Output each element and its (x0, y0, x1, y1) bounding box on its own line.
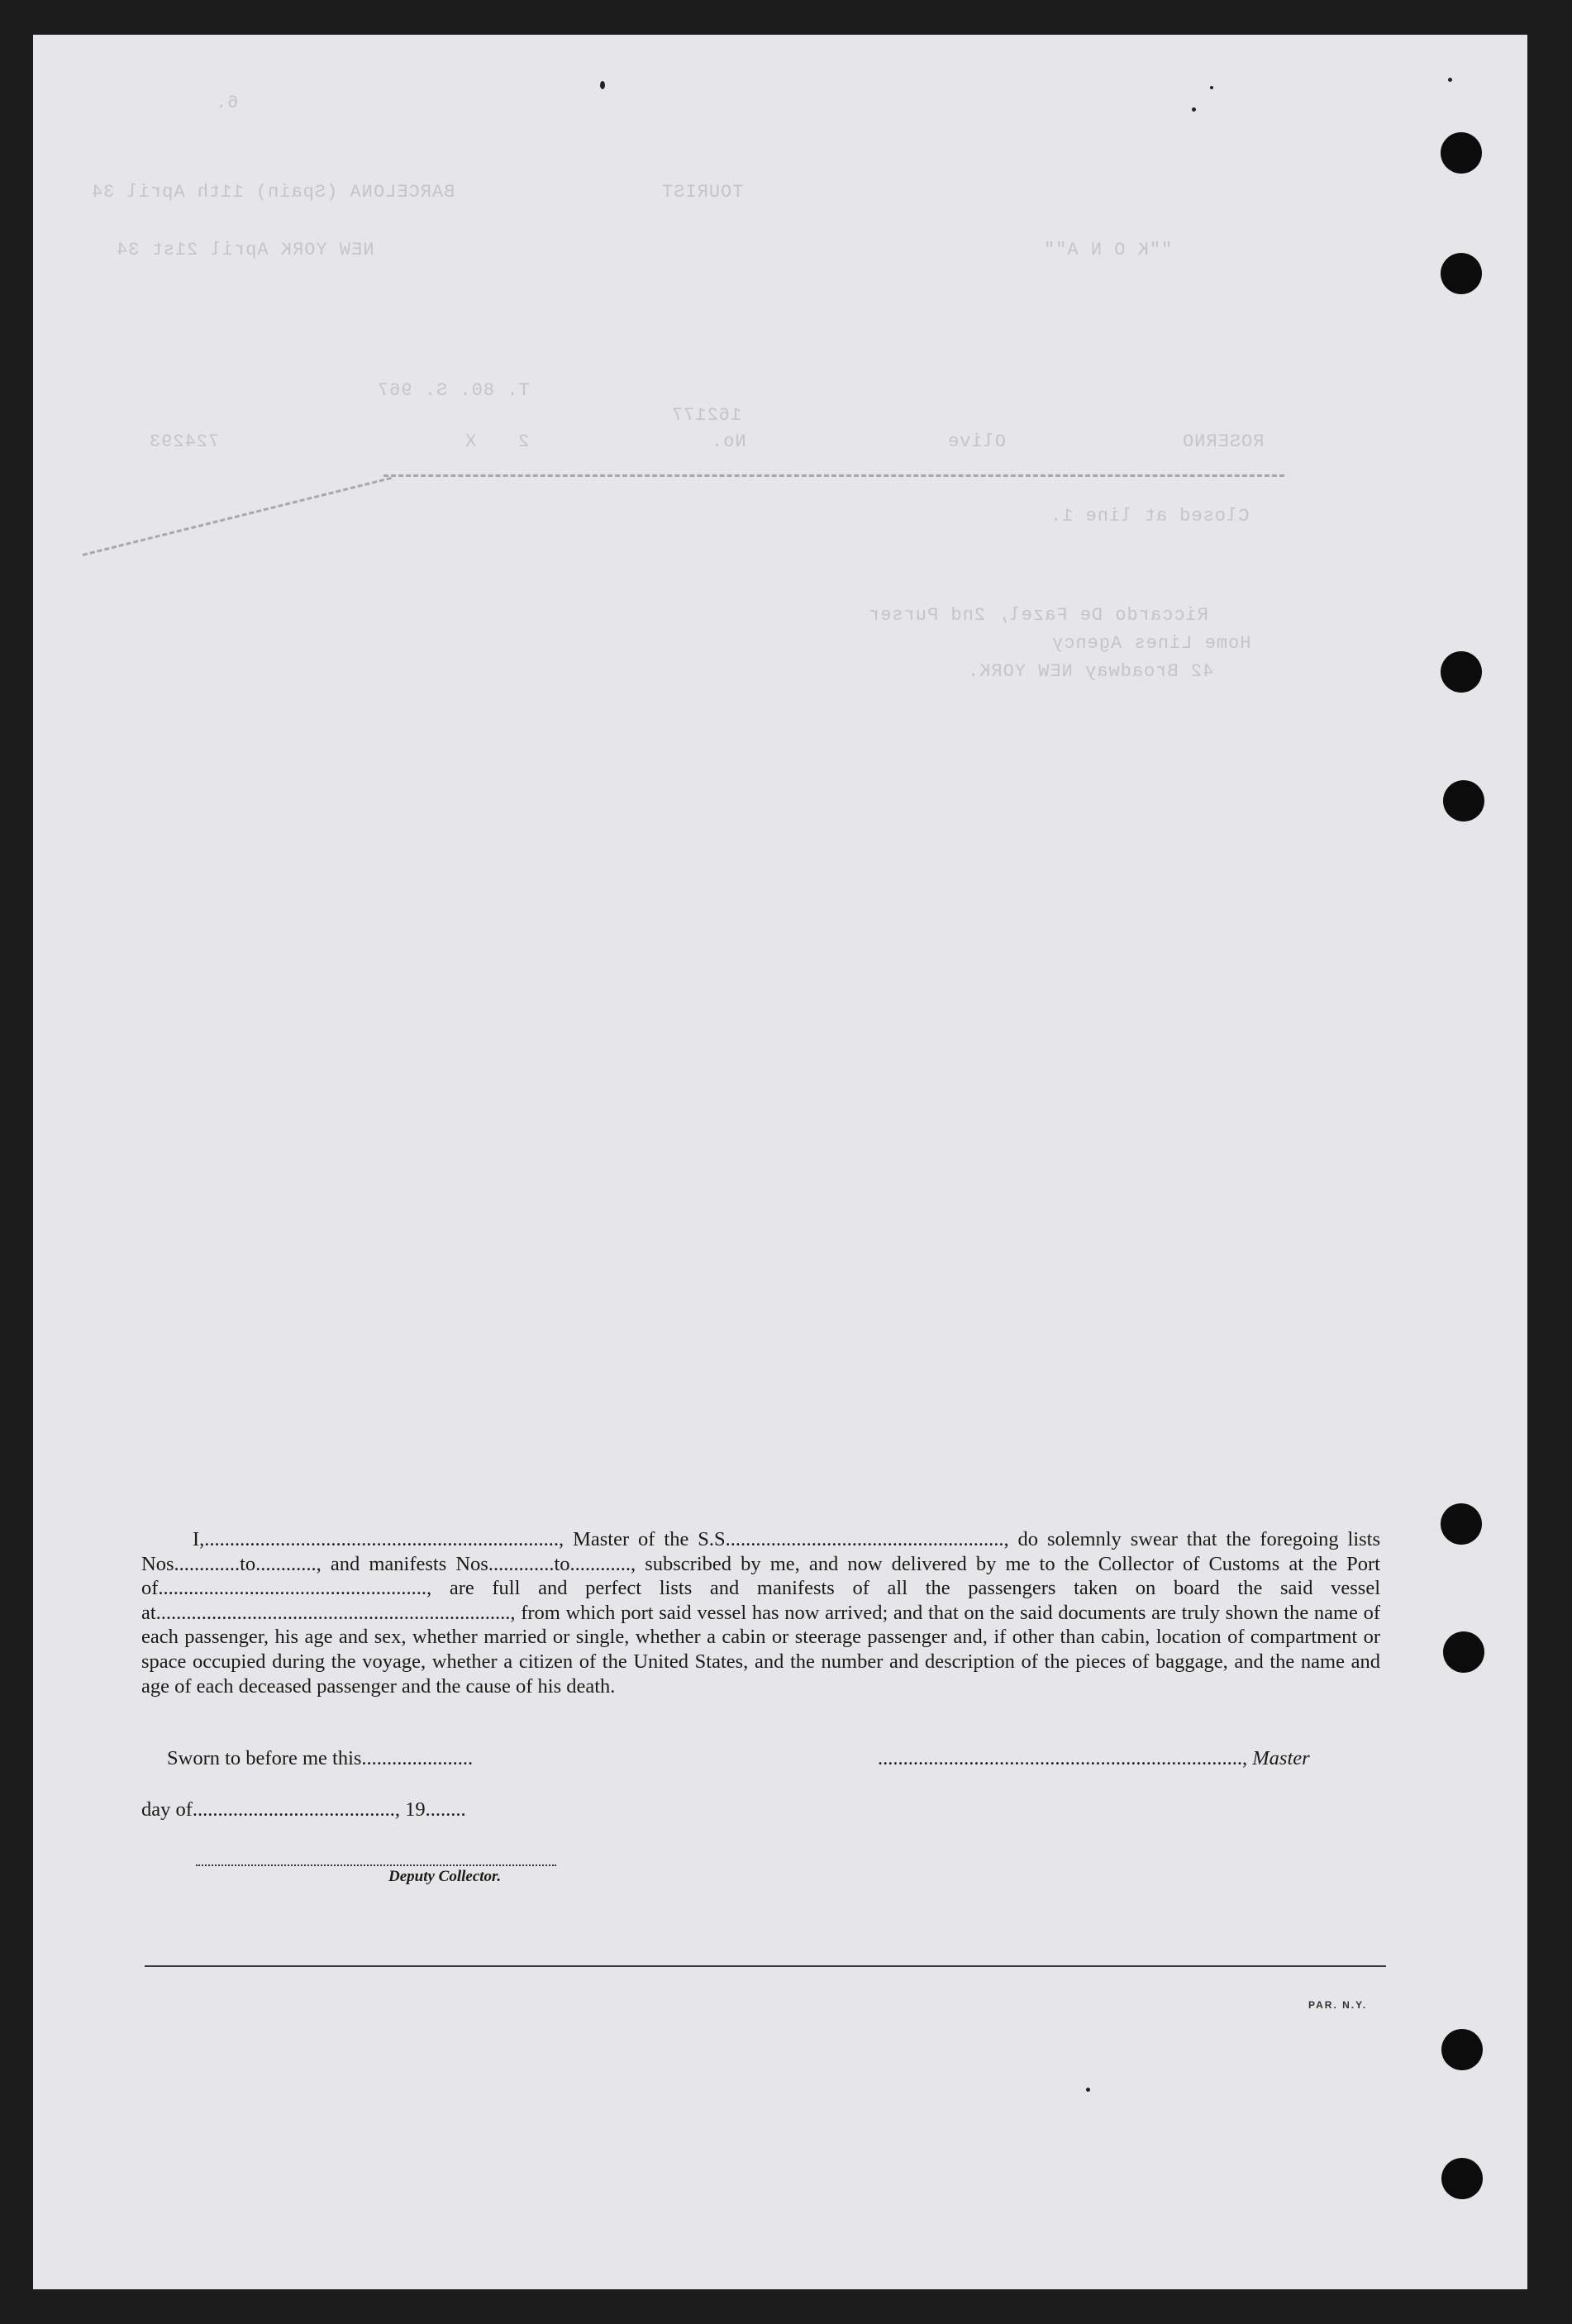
master-oath (141, 1527, 1380, 1698)
oath-paragraph: I,......................................................................, Master of the S.S......................................................., do solemnly swear that the foregoing lists Nos.............to............, and manifests Nos.............to............, subscribed by me, and now delivered by me to the Collector of Customs at the Port of....................................................., are full and perfect lists and manifests of all the passengers taken on board the said vessel at......................................................................, from which port said vessel has now arrived; and that on the said documents are truly shown the name of each passenger, his age and sex, whether married or single, whether a cabin or steerage passenger and, if other than cabin, location of compartment or space occupied during the voyage, whether a citizen of the United States, and the number and description of the pieces of baggage, and the name and age of each deceased passenger and the cause of his death. (141, 1528, 1380, 1698)
binder-hole (1441, 253, 1482, 294)
ghost-page-number: 6. (215, 93, 239, 113)
speck (1448, 78, 1452, 82)
ghost-diagonal-line (83, 477, 392, 556)
ghost-number: 162177 (671, 405, 742, 426)
master-signature-line (878, 1747, 1310, 1770)
binder-hole (1441, 132, 1482, 174)
binder-hole (1441, 1503, 1482, 1545)
master-dots: ........................................................................, (878, 1747, 1248, 1769)
binder-hole (1443, 780, 1484, 821)
master-label: Master (1252, 1747, 1310, 1769)
ghost-underline (383, 474, 1284, 477)
bottom-rule (145, 1965, 1386, 1967)
speck (1192, 107, 1196, 112)
day-of-line: day of........................................, 19........ (141, 1798, 466, 1821)
ghost-agent-line1: Riccardo De Fazel, 2nd Purser (868, 605, 1208, 626)
sworn-line: Sworn to before me this...................... (167, 1747, 474, 1769)
ghost-mark: X (464, 431, 477, 452)
binder-hole (1443, 1631, 1484, 1673)
ghost-sex: No. (711, 431, 746, 452)
binder-hole (1441, 651, 1482, 693)
ghost-given-name: Olive (947, 431, 1007, 452)
ghost-departure: BARCELONA (Spain) 11th April 34 (91, 182, 455, 202)
speck (1210, 86, 1213, 89)
binder-hole (1441, 2029, 1483, 2070)
speck (1086, 2088, 1090, 2092)
speck (600, 81, 605, 89)
ghost-code: T. 80. S. 967 (377, 380, 530, 401)
binder-hole (1441, 2158, 1483, 2199)
ghost-surname: ROSERNO (1182, 431, 1265, 452)
ghost-class-label: TOURIST (661, 182, 744, 202)
ghost-age: 2 (517, 431, 530, 452)
ghost-reference: 724293 (149, 431, 220, 452)
ghost-agent-line3: 42 Broadway NEW YORK. (967, 661, 1214, 682)
ghost-ship-name: ""K O N A"" (1043, 240, 1173, 260)
ghost-closed-note: Closed at line 1. (1050, 506, 1250, 526)
printer-imprint: PAR. N.Y. (1308, 1999, 1368, 2011)
ghost-agent-line2: Home Lines Agency (1051, 633, 1251, 654)
manifest-page (33, 35, 1527, 2289)
deputy-collector-label: Deputy Collector. (388, 1868, 502, 1885)
deputy-signature-line (196, 1864, 556, 1866)
ghost-arrival: NEW YORK April 21st 34 (116, 240, 374, 260)
